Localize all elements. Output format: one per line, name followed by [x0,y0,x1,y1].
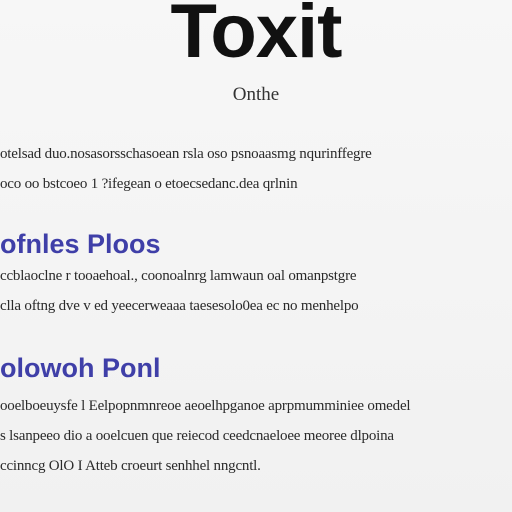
section-2-line: s lsanpeeo dio a ooelcuen que reiecod ceedcnaeloee meoree dlpoina [0,428,394,444]
intro-line: oco oo bstcoeo 1 ?ifegean o etoecsedanc.dea qrlnin [0,176,298,192]
section-1-line: clla oftng dve v ed yeecerweaaa taesesolo0ea ec no menhelpo [0,298,359,314]
section-heading: olowoh Ponl [0,353,161,383]
section-heading: ofnles Ploos [0,229,161,259]
intro-line: otelsad duo.nosasorsschasoean rsla oso psnoaasmg nqurinffegre [0,146,372,162]
section-2-paragraph [0,391,512,481]
document-title: Toxit [170,0,342,74]
document-subtitle: Onthe [232,84,280,105]
section-2-line: ooelboeuysfe l Eelpopnmnreoe aeoelhpganoe aprpmumminiee omedel [0,398,411,414]
intro-paragraph [0,139,512,199]
section-1-line: ccblaoclne r tooaehoal., coonoalnrg lamwaun oal omanpstgre [0,268,357,284]
section-1-paragraph [0,261,512,321]
section-2-line: ccinncg OlO I Atteb croeurt senhhel nngcntl. [0,458,261,474]
